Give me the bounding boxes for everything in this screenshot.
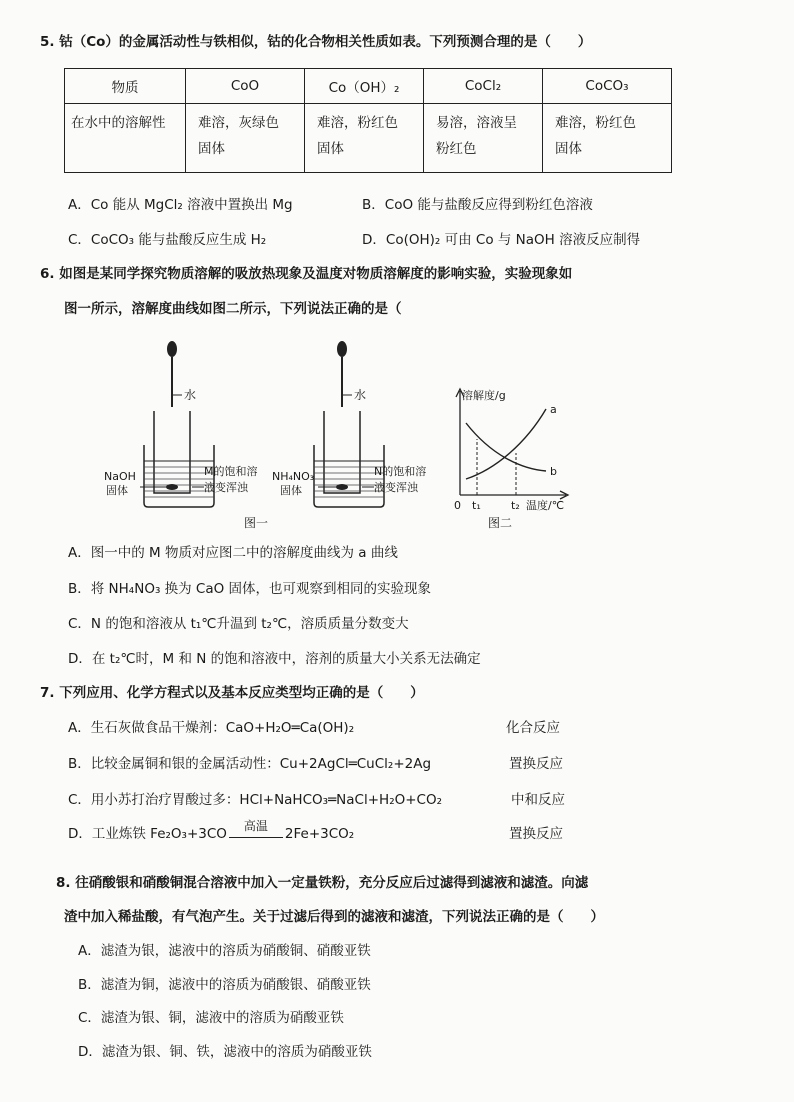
table-cell: [305, 104, 424, 173]
q5-stem: 5. 钴（Co）的金属活动性与铁相似，钴的化合物相关性质如表。下列预测合理的是（ ）: [40, 34, 592, 50]
q5-option-b[interactable]: B．CoO 能与盐酸反应得到粉红色溶液: [362, 197, 593, 213]
q7-option-d-type: 置换反应: [509, 826, 563, 842]
solid-label-right: 固体: [280, 484, 302, 497]
table-cell-line: 固体: [555, 141, 582, 157]
reaction-arrow-line: [229, 837, 283, 838]
note-label-left: 液变浑浊: [204, 481, 248, 494]
table-header-cell: CoO: [186, 69, 305, 104]
q6-option-c[interactable]: C．N 的饱和溶液从 t₁℃升温到 t₂℃，溶质质量分数变大: [68, 616, 409, 632]
q8-stem-line2: 渣中加入稀盐酸，有气泡产生。关于过滤后得到的滤液和滤渣，下列说法正确的是（ ）: [64, 909, 604, 925]
table-row-label: 在水中的溶解性: [65, 104, 186, 173]
q8-stem-line1: 8. 往硝酸银和硝酸铜混合溶液中加入一定量铁粉，充分反应后过滤得到滤液和滤渣。向滤: [56, 875, 589, 891]
note-label-left: M的饱和溶: [204, 465, 258, 478]
y-axis-label: 溶解度/g: [462, 389, 506, 402]
origin-label: 0: [454, 499, 461, 512]
q7-option-c-type: 中和反应: [511, 792, 565, 808]
reaction-condition-label: 高温: [243, 819, 268, 833]
water-label-right: 水: [354, 388, 367, 402]
x-axis-label: 温度/℃: [526, 499, 565, 512]
table-cell-line: 难溶，粉红色: [317, 115, 398, 131]
right-beaker-apparatus: [272, 341, 426, 507]
table-cell-line: 粉红色: [436, 141, 477, 157]
table-cell-line: 固体: [198, 141, 225, 157]
cobalt-properties-table: [64, 68, 672, 173]
q7-option-d[interactable]: [68, 819, 355, 842]
figure-one: [96, 335, 436, 535]
table-cell-line: 难溶，灰绿色: [198, 115, 279, 131]
dropper-bulb: [167, 341, 177, 357]
solid-sample: [336, 484, 348, 490]
table-header-row: [65, 69, 672, 104]
left-beaker-apparatus: [104, 341, 258, 507]
test-tube: [324, 411, 360, 493]
q5-option-c[interactable]: C．CoCO₃ 能与盐酸反应生成 H₂: [68, 232, 267, 248]
table-cell: [424, 104, 543, 173]
q7-option-b-type: 置换反应: [509, 756, 563, 772]
q6-stem-line2: 图一所示，溶解度曲线如图二所示，下列说法正确的是（: [64, 301, 402, 317]
table-cell-line: 难溶，粉红色: [555, 115, 636, 131]
q7-option-c[interactable]: C．用小苏打治疗胃酸过多：HCl+NaHCO₃═NaCl+H₂O+CO₂: [68, 792, 443, 808]
water-label-left: 水: [184, 388, 197, 402]
q8-option-c[interactable]: C．滤渣为银、铜，滤液中的溶质为硝酸亚铁: [78, 1010, 344, 1026]
solid-label-left: NaOH: [104, 470, 136, 483]
solid-sample: [166, 484, 178, 490]
t2-label: t₂: [511, 499, 520, 512]
q8-option-d[interactable]: D．滤渣为银、铜、铁，滤液中的溶质为硝酸亚铁: [78, 1044, 372, 1060]
table-header-cell: CoCl₂: [424, 69, 543, 104]
table-cell-line: 易溶，溶液呈: [436, 115, 517, 131]
q5-option-d[interactable]: D．Co(OH)₂ 可由 Co 与 NaOH 溶液反应制得: [362, 232, 641, 248]
table-row: [65, 104, 672, 173]
reaction-condition: [229, 819, 283, 838]
table-header-cell: Co（OH）₂: [305, 69, 424, 104]
q6-stem-line1: 6. 如图是某同学探究物质溶解的吸放热现象及温度对物质溶解度的影响实验，实验现象如: [40, 266, 573, 282]
figure-one-caption: 图一: [244, 516, 269, 530]
curve-b-label: b: [550, 465, 557, 478]
q6-option-a[interactable]: A．图一中的 M 物质对应图二中的溶解度曲线为 a 曲线: [68, 545, 398, 561]
table-cell: [543, 104, 672, 173]
solid-label-left: 固体: [106, 484, 128, 497]
q6-option-b[interactable]: B．将 NH₄NO₃ 换为 CaO 固体，也可观察到相同的实验现象: [68, 581, 432, 597]
q8-option-b[interactable]: B．滤渣为铜，滤液中的溶质为硝酸银、硝酸亚铁: [78, 977, 371, 993]
q5-option-a[interactable]: A．Co 能从 MgCl₂ 溶液中置换出 Mg: [68, 197, 293, 213]
q7-option-a[interactable]: A．生石灰做食品干燥剂：CaO+H₂O═Ca(OH)₂: [68, 720, 355, 736]
test-tube: [154, 411, 190, 493]
table-header-cell: CoCO₃: [543, 69, 672, 104]
solid-label-right: NH₄NO₃: [272, 470, 315, 483]
figure-two-caption: 图二: [488, 516, 513, 530]
table-cell: [186, 104, 305, 173]
dropper-bulb: [337, 341, 347, 357]
note-label-right: N的饱和溶: [374, 465, 427, 478]
table-header-cell: 物质: [65, 69, 186, 104]
figure-two-solubility-graph: [446, 383, 586, 533]
curve-b: [466, 423, 546, 471]
q7-option-d-products: 2Fe+3CO₂: [284, 826, 355, 842]
t1-label: t₁: [472, 499, 481, 512]
curve-a-label: a: [550, 403, 557, 416]
q6-option-d[interactable]: D．在 t₂℃时，M 和 N 的饱和溶液中，溶剂的质量大小关系无法确定: [68, 651, 481, 667]
note-label-right: 液变浑浊: [374, 481, 418, 494]
q7-option-a-type: 化合反应: [506, 720, 560, 736]
q8-option-a[interactable]: A．滤渣为银，滤液中的溶质为硝酸铜、硝酸亚铁: [78, 943, 371, 959]
q7-option-d-reactants: D．工业炼铁 Fe₂O₃+3CO: [68, 826, 227, 842]
table-cell-line: 固体: [317, 141, 344, 157]
q7-option-b[interactable]: B．比较金属铜和银的金属活动性：Cu+2AgCl═CuCl₂+2Ag: [68, 756, 432, 772]
q7-stem: 7. 下列应用、化学方程式以及基本反应类型均正确的是（ ）: [40, 685, 424, 701]
